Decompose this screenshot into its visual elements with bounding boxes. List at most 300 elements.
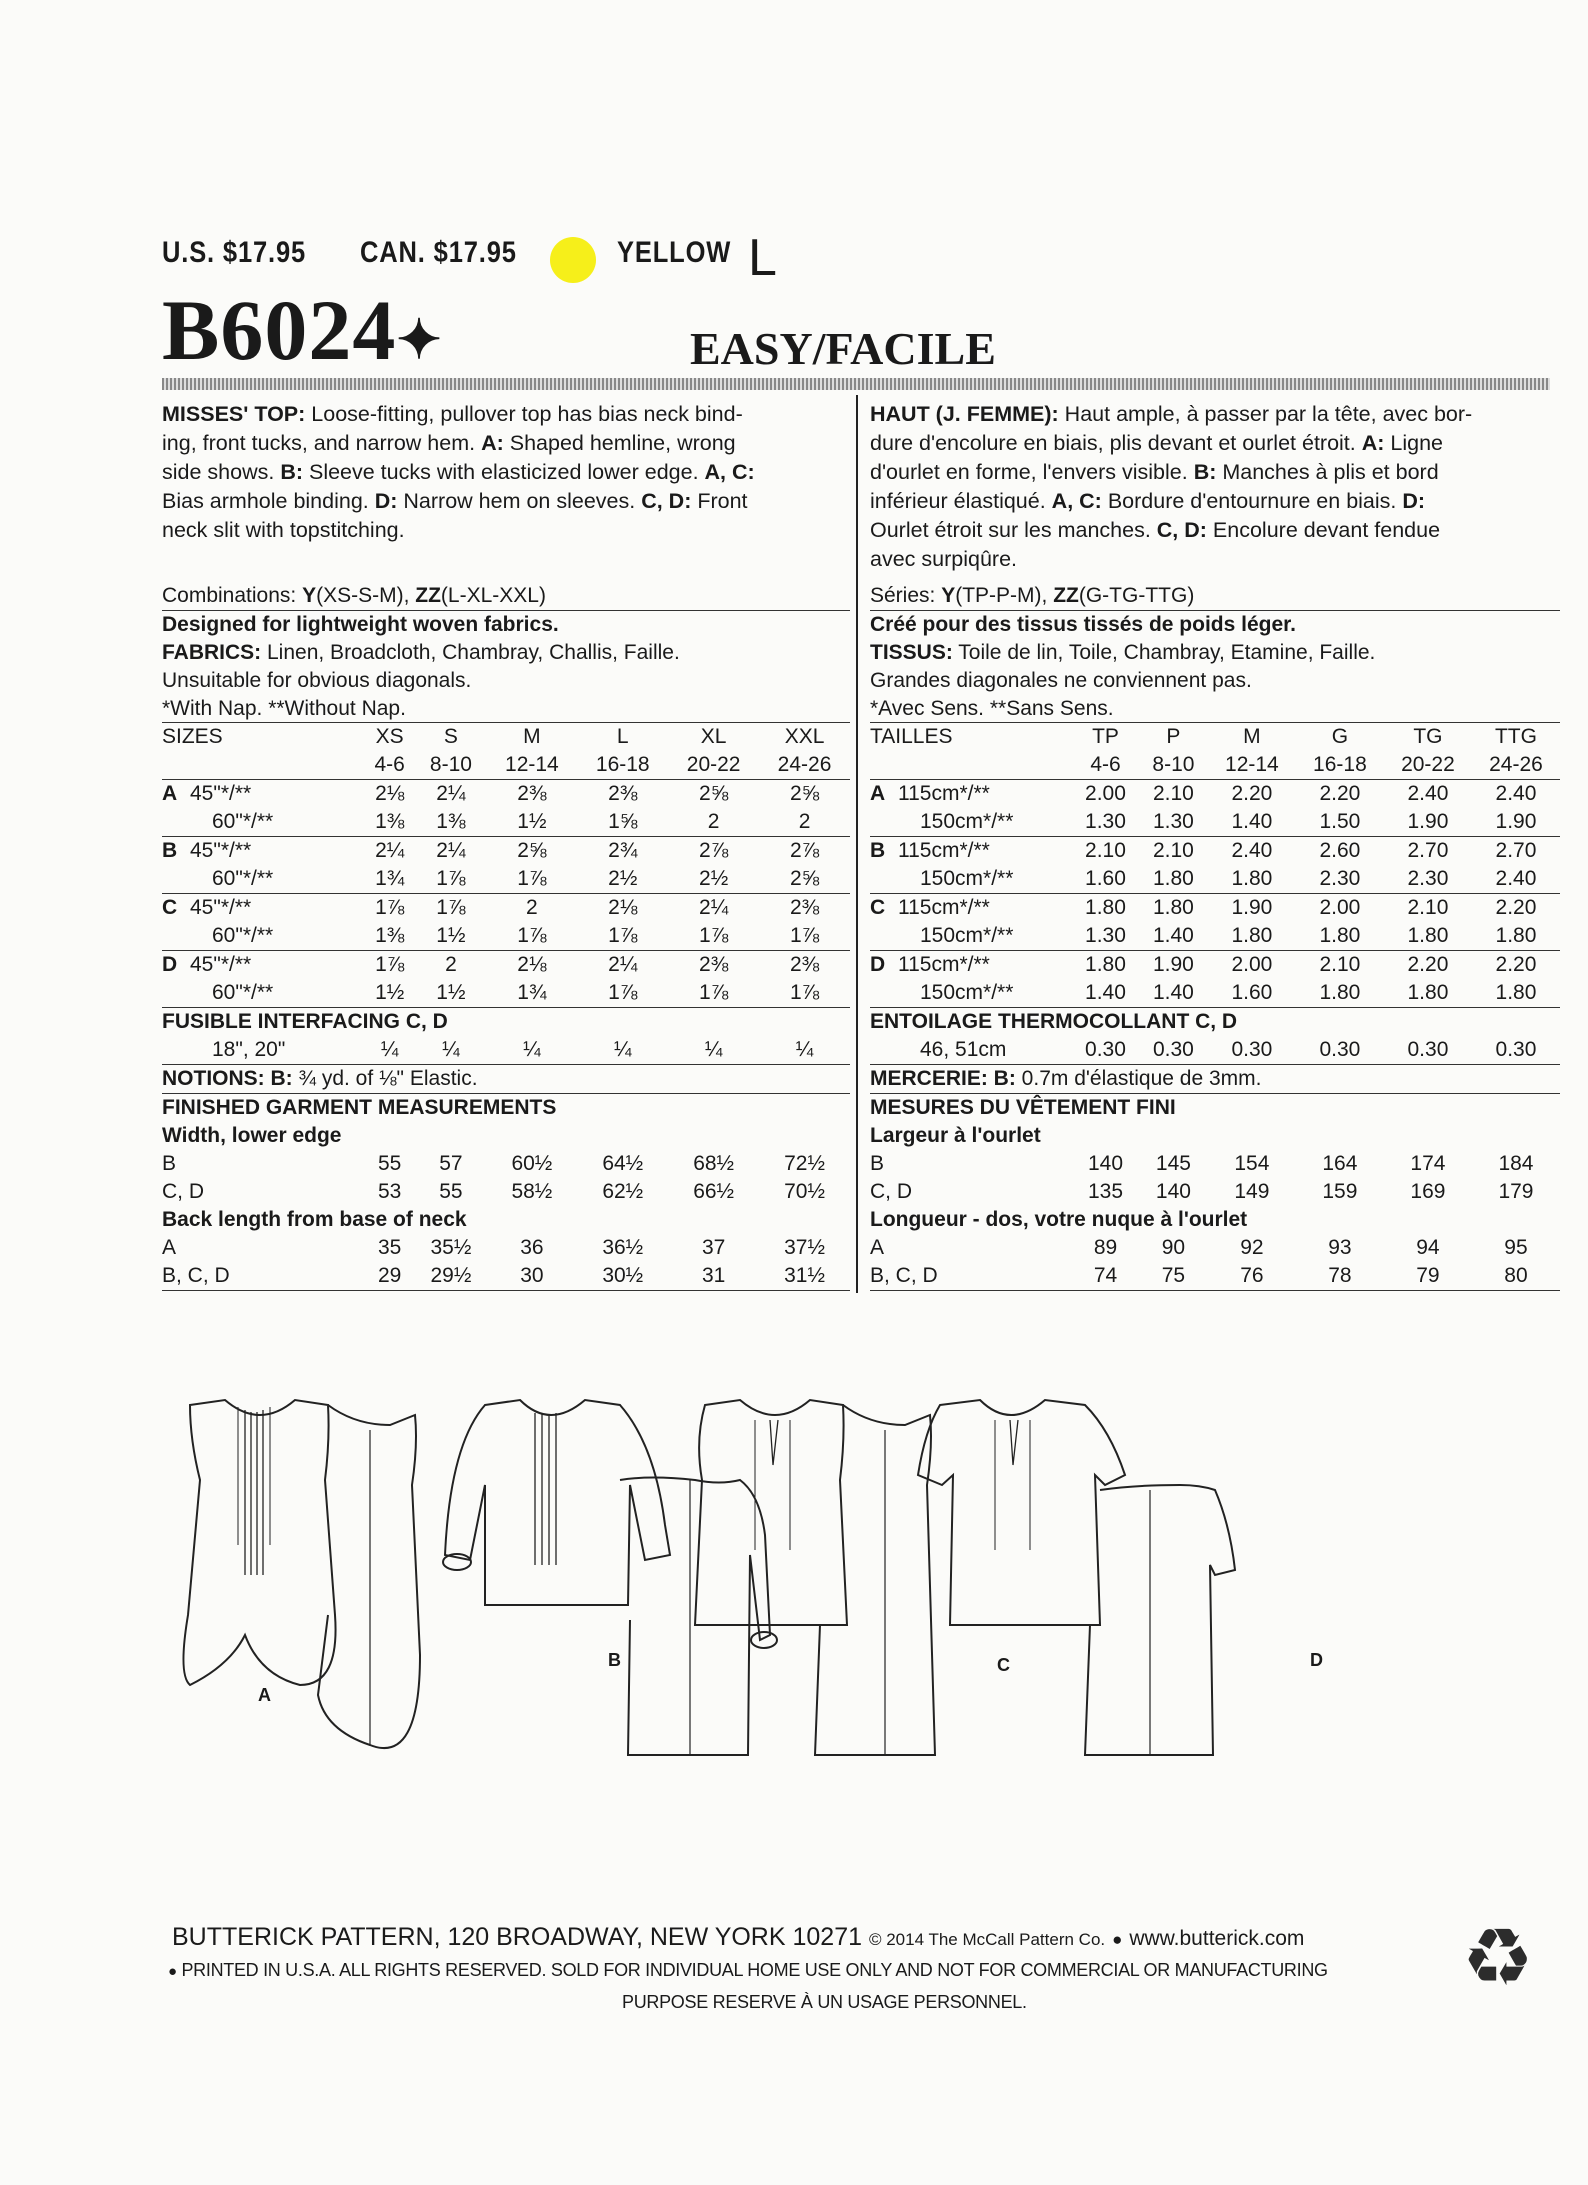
interfacing-value: ¼ [759, 1036, 850, 1065]
measurement-value: 55 [439, 1180, 463, 1203]
yardage-value: 2 [445, 953, 457, 976]
yardage-value: 2⅝ [517, 839, 547, 862]
notions-text: 0.7m d'élastique de 3mm. [1015, 1067, 1262, 1090]
yardage-value: 1⅜ [364, 808, 415, 837]
view-letter [162, 922, 184, 951]
english-fabric-section: Combinations: Y(XS-S-M), ZZ(L-XL-XXL) Designed for lightweight woven fabrics. FABRICS: Linen, Broadcloth, Chambray, Challis, Faille. Unsuitable for obvious diagonals. *With Nap. **Without Nap. [162, 582, 850, 723]
view-letter: C, D [870, 1180, 912, 1203]
finished-measurements-label: FINISHED GARMENT MEASUREMENTS [162, 1096, 557, 1119]
measurement-value: 159 [1322, 1180, 1358, 1203]
yardage-value: 2 [526, 896, 538, 919]
yardage-value: 2.40 [1407, 782, 1449, 805]
measurement-value: 179 [1498, 1180, 1534, 1203]
size-letter: L [748, 229, 777, 287]
sizes-label: TAILLES [870, 723, 1072, 752]
size-range: 4-6 [1072, 751, 1139, 780]
measurement-value: 72½ [784, 1152, 825, 1175]
measurement-value: 53 [378, 1180, 402, 1203]
size-range: 12-14 [486, 751, 577, 780]
size-header-row [162, 723, 850, 752]
size-range: 24-26 [1472, 751, 1560, 780]
fabric-width: 45"*/** [190, 839, 252, 862]
column-divider [856, 395, 858, 1293]
fabric-width: 45"*/** [190, 953, 252, 976]
yardage-value: 2½ [577, 865, 668, 894]
yardage-value: 1.40 [1072, 979, 1139, 1008]
yardage-value: 2⅜ [517, 782, 547, 805]
yardage-row [162, 979, 850, 1008]
width-label-row [162, 1122, 850, 1150]
yardage-value: 2.20 [1407, 953, 1449, 976]
yardage-value: 1.30 [1139, 808, 1208, 837]
yardage-value: 1¾ [486, 979, 577, 1008]
fabric-width: 115cm*/** [898, 839, 990, 862]
fabric-width: 45"*/** [190, 782, 252, 805]
yardage-value: 2.70 [1407, 839, 1449, 862]
measurement-value: 93 [1328, 1236, 1352, 1259]
interfacing-label: FUSIBLE INTERFACING C, D [162, 1010, 448, 1033]
rights-line-1: ● PRINTED IN U.S.A. ALL RIGHTS RESERVED. SOLD FOR INDIVIDUAL HOME USE ONLY AND NOT FOR COMMERCIAL OR MANUFACTURING [168, 1960, 1328, 1980]
measurement-value: 164 [1322, 1152, 1358, 1175]
yardage-value: 1.80 [1296, 922, 1384, 951]
measurement-value: 66½ [693, 1180, 735, 1203]
yardage-value: 2.10 [1407, 896, 1449, 919]
view-letter: A [870, 782, 886, 805]
notions-row [870, 1065, 1560, 1094]
yardage-value: 2 [668, 808, 759, 837]
interfacing-width: 18", 20" [184, 1036, 364, 1065]
yardage-value: 1.90 [1231, 896, 1273, 919]
length-row [162, 1234, 850, 1262]
measurement-value: 64½ [602, 1152, 644, 1175]
view-letter [162, 808, 184, 837]
size-range: 8-10 [1139, 751, 1208, 780]
yardage-value: 2⅜ [789, 953, 820, 976]
view-letter: B [870, 1152, 885, 1175]
notions-text: ¾ yd. of ⅛" Elastic. [292, 1067, 478, 1090]
measurement-value: 60½ [511, 1152, 553, 1175]
yardage-row [870, 865, 1560, 894]
yardage-value: 1.40 [1208, 808, 1296, 837]
interfacing-label-row [870, 1008, 1560, 1037]
yardage-value: 2.10 [1319, 953, 1361, 976]
view-letter [870, 808, 892, 837]
yardage-value: 1¾ [364, 865, 415, 894]
length-label: Longueur - dos, votre nuque à l'ourlet [870, 1208, 1248, 1231]
width-row [870, 1150, 1560, 1178]
width-label-row [870, 1122, 1560, 1150]
fabric-width: 60"*/** [184, 979, 364, 1008]
measurement-value: 58½ [511, 1180, 553, 1203]
yardage-value: 1⅞ [486, 922, 577, 951]
measurement-value: 36 [520, 1236, 544, 1259]
measurement-value: 74 [1072, 1262, 1139, 1291]
measurement-value: 75 [1139, 1262, 1208, 1291]
yardage-value: 2⅜ [789, 896, 820, 919]
size-range: 8-10 [415, 751, 486, 780]
measurement-value: 35 [378, 1236, 402, 1259]
interfacing-label-row [162, 1008, 850, 1037]
yardage-value: 1.40 [1139, 979, 1208, 1008]
yardage-value: 1⅞ [759, 979, 850, 1008]
view-letter: B [162, 839, 178, 862]
yardage-row [162, 894, 850, 923]
interfacing-value: ¼ [577, 1036, 668, 1065]
yardage-value: 2⅝ [699, 782, 729, 805]
yardage-row [162, 808, 850, 837]
interfacing-value: 0.30 [1139, 1036, 1208, 1065]
view-letter: C, D [162, 1180, 204, 1203]
view-letter: D [162, 953, 178, 976]
fabric-width: 115cm*/** [898, 782, 990, 805]
fabric-width: 115cm*/** [898, 896, 990, 919]
measurement-value: 37½ [784, 1236, 825, 1259]
fabric-width: 45"*/** [190, 896, 252, 919]
pattern-number: B6024✦ [162, 282, 443, 378]
yardage-value: 1.80 [1472, 979, 1560, 1008]
size-code: TTG [1472, 723, 1560, 752]
yardage-value: 1.60 [1208, 979, 1296, 1008]
yardage-value: 1⅞ [436, 896, 466, 919]
yardage-value: 2.10 [1085, 839, 1126, 862]
measurement-value: 30½ [577, 1262, 668, 1291]
measurement-value: 31 [668, 1262, 759, 1291]
measurement-value: 94 [1416, 1236, 1440, 1259]
view-d-label: D [1310, 1650, 1323, 1670]
yardage-value: 1.30 [1072, 922, 1139, 951]
recycle-icon: ♻ [1462, 1913, 1534, 2002]
measurement-value: 76 [1208, 1262, 1296, 1291]
view-letter: C [162, 896, 178, 919]
size-code: M [486, 723, 577, 752]
yardage-value: 1⅞ [375, 953, 405, 976]
diamond-mark-icon: ✦ [396, 309, 443, 370]
size-code: M [1208, 723, 1296, 752]
notions-label: MERCERIE: B: [870, 1067, 1016, 1090]
yardage-value: 1.90 [1152, 953, 1194, 976]
size-code: XL [668, 723, 759, 752]
english-yardage-table [162, 722, 850, 1291]
measurement-value: 149 [1234, 1180, 1270, 1203]
yardage-value: 1.80 [1384, 979, 1472, 1008]
measurement-value: 31½ [759, 1262, 850, 1291]
view-b-back-illustration [620, 1478, 777, 1756]
size-range: 16-18 [577, 751, 668, 780]
view-letter: A [870, 1236, 885, 1259]
width-row [870, 1178, 1560, 1206]
yardage-value: 2.40 [1472, 865, 1560, 894]
yardage-value: 1⅞ [375, 896, 405, 919]
view-d-back-illustration [1085, 1485, 1235, 1755]
yardage-value: 1.80 [1384, 922, 1472, 951]
view-c-label: C [997, 1655, 1010, 1675]
yardage-value: 2¼ [699, 896, 729, 919]
view-b-label: B [608, 1650, 621, 1670]
fabric-width: 60"*/** [184, 808, 364, 837]
yardage-value: 2.00 [1319, 896, 1361, 919]
interfacing-value: 0.30 [1296, 1036, 1384, 1065]
yardage-value: 1⅞ [486, 865, 577, 894]
measurement-value: 169 [1410, 1180, 1446, 1203]
yardage-value: 1⅞ [668, 979, 759, 1008]
size-header-row [870, 723, 1560, 752]
notions-label: NOTIONS: B: [162, 1067, 293, 1090]
measurement-value: 62½ [602, 1180, 644, 1203]
fabric-width: 150cm*/** [892, 865, 1072, 894]
yardage-value: 1.80 [1472, 922, 1560, 951]
interfacing-value: 0.30 [1472, 1036, 1560, 1065]
yardage-value: 1.80 [1085, 896, 1126, 919]
fabric-width: 115cm*/** [898, 953, 990, 976]
finished-measurements-label: MESURES DU VÊTEMENT FINI [870, 1096, 1176, 1119]
measurement-value: 78 [1296, 1262, 1384, 1291]
yardage-value: 2¾ [608, 839, 638, 862]
yardage-value: 1⅞ [759, 922, 850, 951]
yardage-value: 2.40 [1231, 839, 1273, 862]
yardage-value: 1.80 [1139, 865, 1208, 894]
yardage-value: 1⅝ [577, 808, 668, 837]
view-letter [870, 922, 892, 951]
yardage-value: 1⅞ [415, 865, 486, 894]
view-c-back-illustration [815, 1405, 935, 1755]
yardage-value: 2.20 [1231, 782, 1273, 805]
size-range-row [870, 751, 1560, 780]
size-code: G [1296, 723, 1384, 752]
yardage-value: 2¼ [436, 839, 466, 862]
view-a-label: A [258, 1685, 271, 1705]
color-name: YELLOW [617, 236, 732, 269]
interfacing-row [870, 1036, 1560, 1065]
french-description: HAUT (J. FEMME): Haut ample, à passer par la tête, avec bor- dure d'encolure en biais, plis devant et ourlet étroit. A: Ligne d'ourlet en forme, l'envers visible. B: Manches à plis et bord inférieur élastiqué. A, C: Bordure d'entournure en biais. D: Ourlet étroit sur les manches. C, D: Encolure devant fendue avec surpiqûre. [870, 402, 1473, 571]
size-range: 20-22 [1384, 751, 1472, 780]
yardage-row [162, 865, 850, 894]
measurement-value: 154 [1234, 1152, 1270, 1175]
yardage-value: 1.30 [1072, 808, 1139, 837]
measurement-value: 145 [1155, 1152, 1191, 1175]
yardage-value: 2¼ [375, 839, 405, 862]
interfacing-value: 0.30 [1072, 1036, 1139, 1065]
measurement-value: 30 [486, 1262, 577, 1291]
yardage-value: 2¼ [608, 953, 638, 976]
yardage-value: 2⅞ [789, 839, 820, 862]
header-rule [162, 378, 1550, 390]
yardage-value: 1⅜ [364, 922, 415, 951]
measurement-value: 70½ [784, 1180, 825, 1203]
length-row [870, 1234, 1560, 1262]
yardage-value: 2⅛ [375, 782, 405, 805]
yardage-value: 1⅞ [577, 979, 668, 1008]
yardage-row [870, 780, 1560, 809]
measurement-value: 90 [1161, 1236, 1186, 1259]
yardage-row [870, 894, 1560, 923]
measurement-value: 89 [1093, 1236, 1118, 1259]
fabric-width: 60"*/** [184, 922, 364, 951]
french-yardage-table [870, 722, 1560, 1291]
yardage-row [162, 780, 850, 809]
yardage-value: 1.80 [1152, 896, 1194, 919]
interfacing-value: ¼ [415, 1036, 486, 1065]
yardage-value: 1.80 [1208, 865, 1296, 894]
measurement-value: 35½ [430, 1236, 472, 1259]
size-range-row [162, 751, 850, 780]
yardage-value: 2⅝ [789, 782, 820, 805]
view-letter: D [870, 953, 886, 976]
yardage-value: 2.70 [1495, 839, 1537, 862]
yardage-value: 1.80 [1296, 979, 1384, 1008]
view-a-back-illustration [318, 1405, 420, 1748]
interfacing-value: ¼ [486, 1036, 577, 1065]
yardage-value: 2⅛ [608, 896, 638, 919]
fabric-width: 150cm*/** [892, 808, 1072, 837]
french-fabric-section: Séries: Y(TP-P-M), ZZ(G-TG-TTG) Créé pour des tissus tissés de poids léger. TISSUS: Toile de lin, Toile, Chambray, Etamine, Faille. Grandes diagonales ne conviennent pas. *Avec Sens. **Sans Sens. [870, 582, 1560, 723]
yardage-value: 1.40 [1139, 922, 1208, 951]
yardage-value: 2.60 [1319, 839, 1361, 862]
measurement-value: 140 [1087, 1152, 1124, 1175]
fabric-width: 150cm*/** [892, 979, 1072, 1008]
size-code: P [1139, 723, 1208, 752]
yardage-value: 1.80 [1085, 953, 1126, 976]
yardage-row [870, 951, 1560, 980]
canadian-price: CAN. $17.95 [360, 236, 517, 269]
interfacing-row [162, 1036, 850, 1065]
interfacing-value: 0.30 [1208, 1036, 1296, 1065]
size-code: XS [364, 723, 415, 752]
view-letter [162, 865, 184, 894]
view-letter: C [870, 896, 886, 919]
length-label: Back length from base of neck [162, 1208, 467, 1231]
yardage-value: 2⅝ [759, 865, 850, 894]
view-d-front-illustration [918, 1400, 1125, 1625]
yardage-row [162, 951, 850, 980]
interfacing-label: ENTOILAGE THERMOCOLLANT C, D [870, 1010, 1238, 1033]
yardage-value: 2.20 [1495, 953, 1537, 976]
yardage-value: 1.80 [1208, 922, 1296, 951]
view-letter: B [162, 1152, 177, 1175]
length-row [162, 1262, 850, 1291]
english-description: MISSES' TOP: Loose-fitting, pullover top has bias neck bind- ing, front tucks, and narrow hem. A: Shaped hemline, wrong side shows. B: Sleeve tucks with elasticized lower edge. A, C: Bias armhole binding. D: Narrow hem on sleeves. C, D: Front neck slit with topstitching. [162, 402, 755, 542]
view-letter: B [870, 839, 886, 862]
yardage-value: 2½ [668, 865, 759, 894]
fabric-width: 150cm*/** [892, 922, 1072, 951]
measurement-value: 68½ [693, 1152, 735, 1175]
yardage-value: 2.10 [1152, 782, 1194, 805]
size-range: 16-18 [1296, 751, 1384, 780]
yardage-value: 2.20 [1495, 896, 1537, 919]
notions-row [162, 1065, 850, 1094]
interfacing-value: 0.30 [1384, 1036, 1472, 1065]
size-range: 24-26 [759, 751, 850, 780]
garment-illustrations [150, 1385, 1530, 1765]
size-code: L [577, 723, 668, 752]
measurement-value: 79 [1384, 1262, 1472, 1291]
yardage-row [870, 837, 1560, 866]
yardage-row [870, 979, 1560, 1008]
finished-label-row [870, 1094, 1560, 1123]
yardage-value: 1.90 [1472, 808, 1560, 837]
measurement-value: 36½ [602, 1236, 644, 1259]
yardage-value: 1½ [415, 979, 486, 1008]
length-label-row [870, 1206, 1560, 1234]
size-code: S [415, 723, 486, 752]
measurement-value: 92 [1240, 1236, 1264, 1259]
view-letter: A [162, 782, 178, 805]
color-swatch-dot [550, 237, 596, 283]
measurement-value: 140 [1155, 1180, 1191, 1203]
measurement-value: 174 [1410, 1152, 1446, 1175]
yardage-value: 2⅛ [517, 953, 547, 976]
us-price: U.S. $17.95 [162, 236, 307, 269]
width-row [162, 1178, 850, 1206]
measurement-value: 80 [1472, 1262, 1560, 1291]
length-row [870, 1262, 1560, 1291]
yardage-value: 1⅞ [668, 922, 759, 951]
yardage-value: 2¼ [436, 782, 466, 805]
website-link[interactable]: www.butterick.com [1129, 1927, 1305, 1950]
yardage-value: 1½ [364, 979, 415, 1008]
yardage-value: 2⅜ [699, 953, 729, 976]
size-code: XXL [759, 723, 850, 752]
width-label: Largeur à l'ourlet [870, 1124, 1041, 1147]
interfacing-width: 46, 51cm [892, 1036, 1072, 1065]
view-c-front-illustration [695, 1400, 847, 1625]
yardage-value: 2⅞ [699, 839, 729, 862]
yardage-value: 1½ [486, 808, 577, 837]
sizes-label: SIZES [162, 723, 364, 752]
fabric-width: 60"*/** [184, 865, 364, 894]
yardage-value: 2⅜ [608, 782, 638, 805]
yardage-row [162, 837, 850, 866]
view-letter: B, C, D [870, 1262, 1072, 1291]
yardage-value: 1⅞ [577, 922, 668, 951]
yardage-value: 2.20 [1319, 782, 1361, 805]
size-range: 12-14 [1208, 751, 1296, 780]
size-code: TG [1384, 723, 1472, 752]
interfacing-value: ¼ [364, 1036, 415, 1065]
size-range: 20-22 [668, 751, 759, 780]
yardage-value: 2.40 [1495, 782, 1537, 805]
measurement-value: 37 [701, 1236, 726, 1259]
view-letter [870, 979, 892, 1008]
difficulty-label: EASY/FACILE [690, 323, 996, 374]
yardage-value: 2 [759, 808, 850, 837]
yardage-value: 2.00 [1085, 782, 1126, 805]
yardage-value: 2.10 [1152, 839, 1194, 862]
view-letter: B, C, D [162, 1262, 364, 1291]
view-letter [870, 865, 892, 894]
yardage-row [162, 922, 850, 951]
yardage-row [870, 922, 1560, 951]
yardage-value: 1.60 [1072, 865, 1139, 894]
measurement-value: 55 [378, 1152, 402, 1175]
yardage-value: 2.30 [1384, 865, 1472, 894]
yardage-value: 2.00 [1231, 953, 1273, 976]
yardage-value: 1⅜ [415, 808, 486, 837]
yardage-row [870, 808, 1560, 837]
finished-label-row [162, 1094, 850, 1123]
measurement-value: 95 [1504, 1236, 1528, 1259]
measurement-value: 29½ [415, 1262, 486, 1291]
size-range: 4-6 [364, 751, 415, 780]
view-b-front-illustration [443, 1400, 670, 1605]
measurement-value: 29 [364, 1262, 415, 1291]
yardage-value: 2.30 [1296, 865, 1384, 894]
view-a-front-illustration [183, 1400, 335, 1685]
yardage-value: 1½ [415, 922, 486, 951]
length-label-row [162, 1206, 850, 1234]
yardage-value: 1.90 [1384, 808, 1472, 837]
rights-line-2: PURPOSE RESERVE À UN USAGE PERSONNEL. [622, 1992, 1027, 2012]
view-letter: A [162, 1236, 177, 1259]
